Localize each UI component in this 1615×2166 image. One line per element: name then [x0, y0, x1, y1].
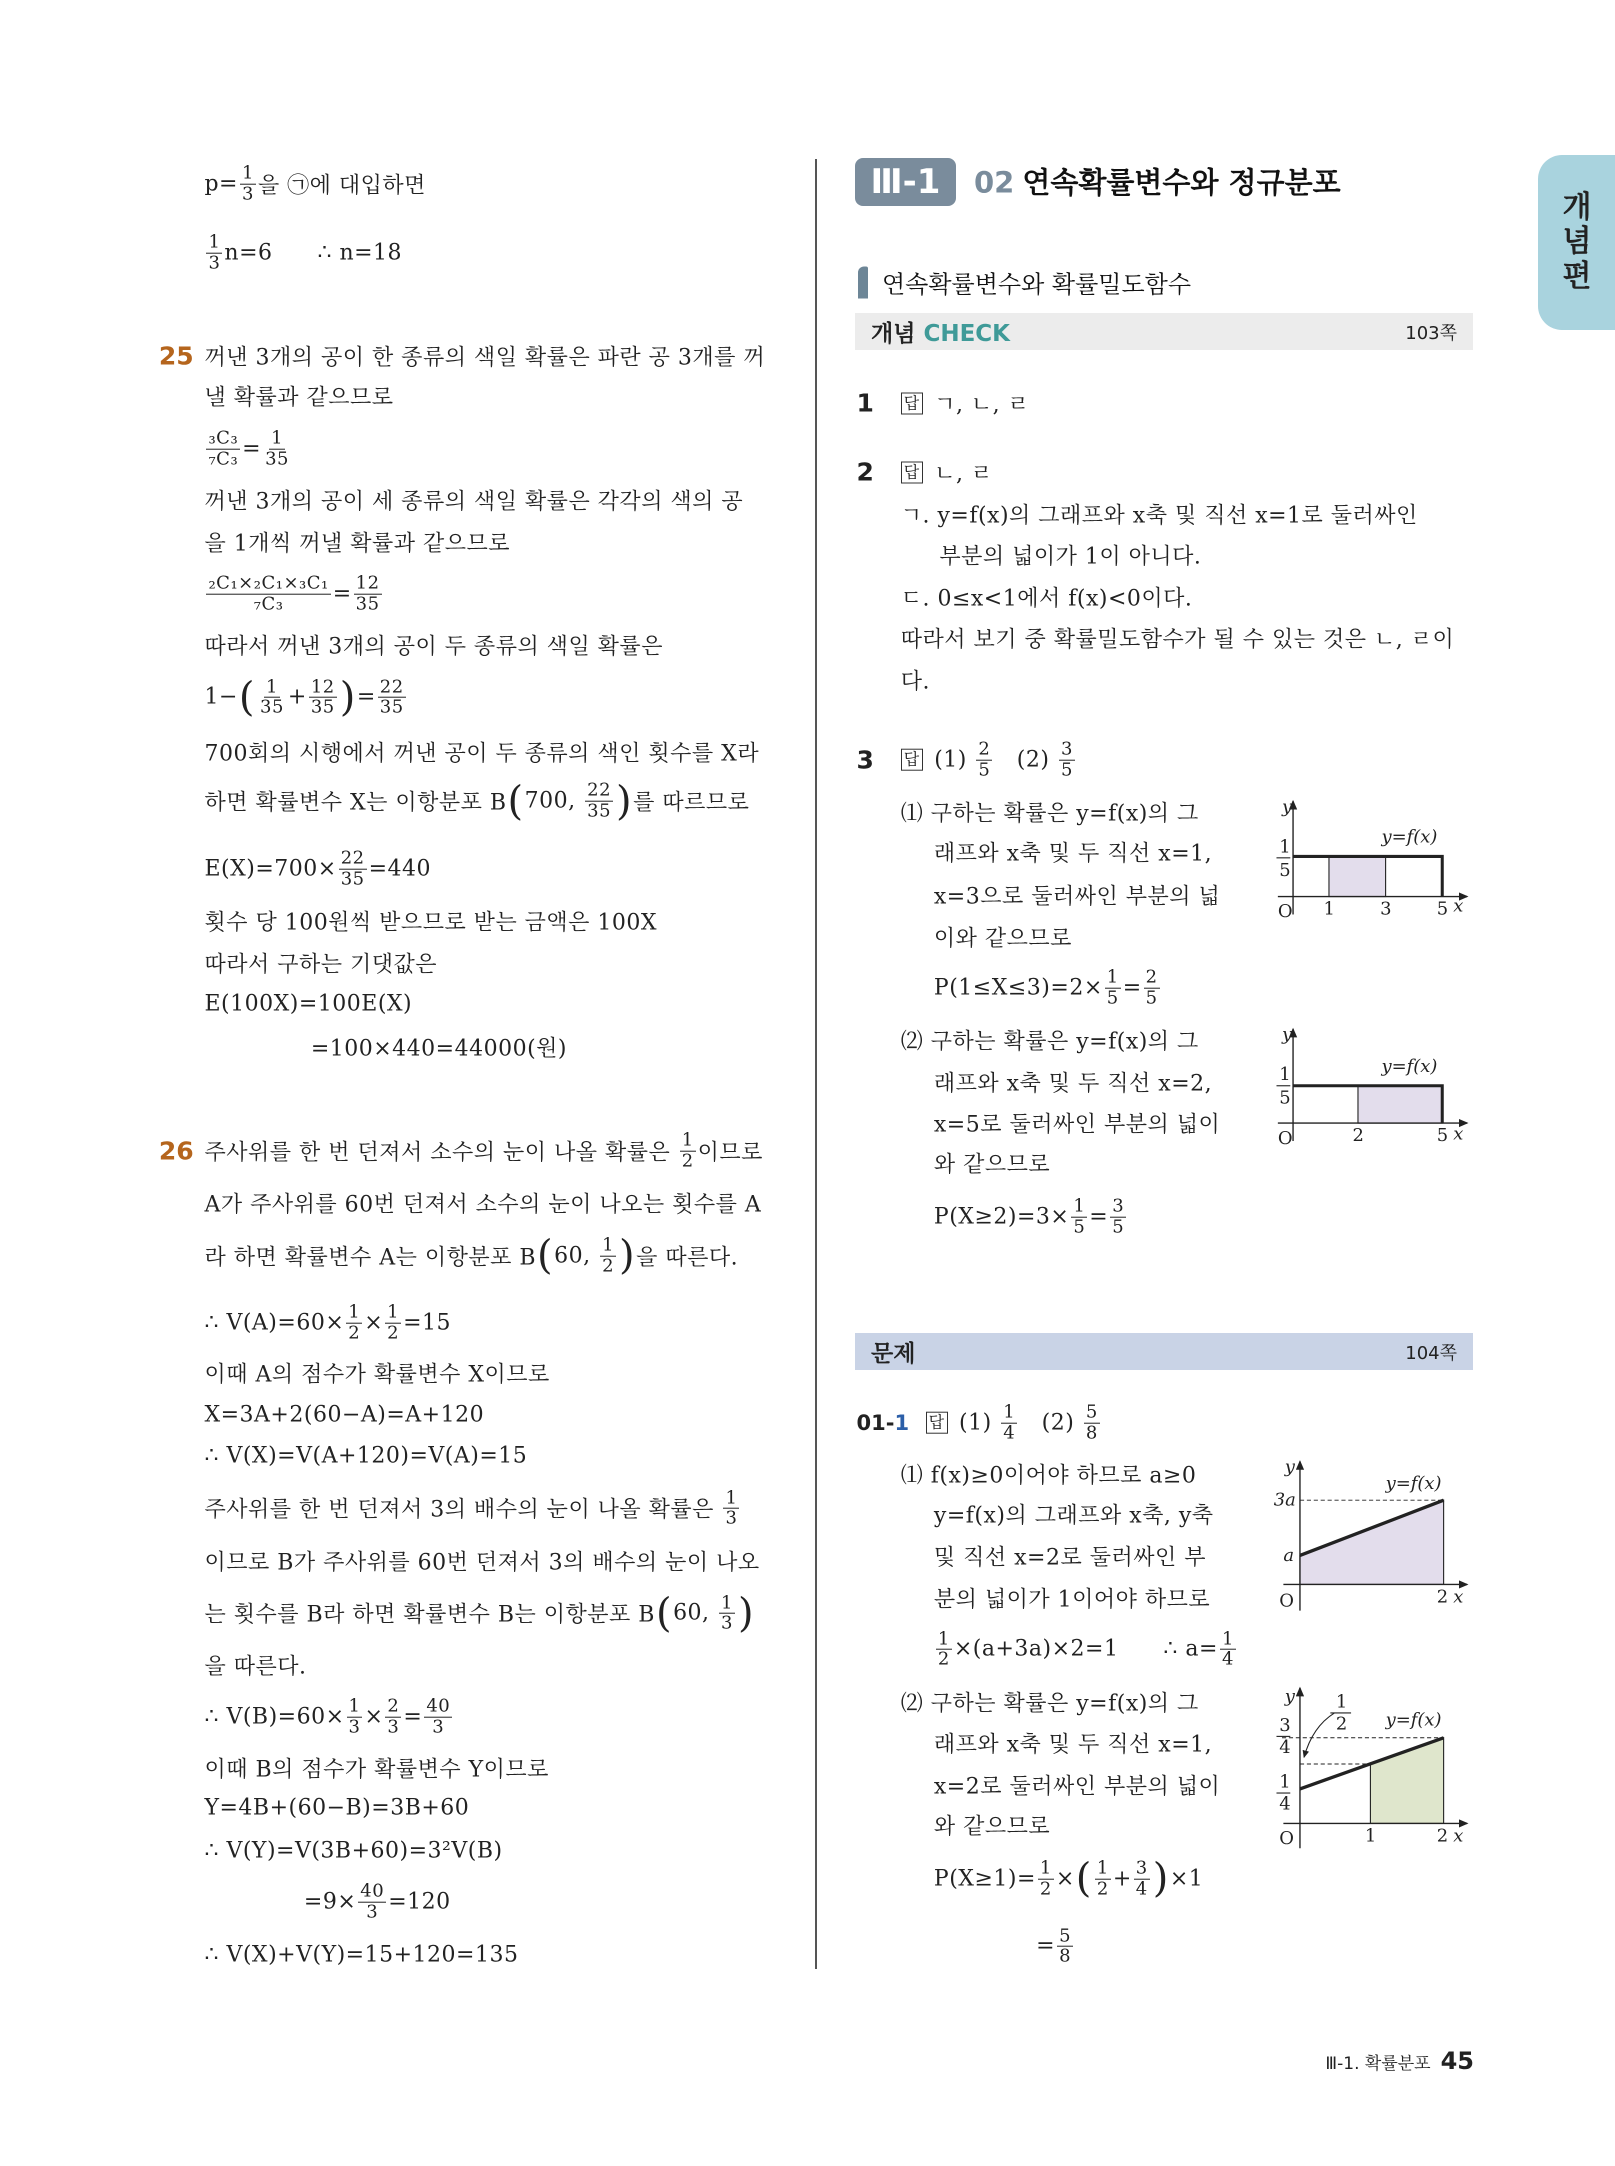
text-run: 꺼낸 3개의 공이 한 종류의 색일 확률은 파란 공 3개를 꺼: [204, 345, 766, 371]
denominator: 2: [1039, 1878, 1052, 1900]
graph-3-2: [1276, 1024, 1467, 1149]
denominator: 5: [1112, 1216, 1125, 1238]
text-run: ⑵ 구하는 확률은 y=f(x)의 그: [900, 1029, 1199, 1055]
text-run: 횟수 당 100원씩 받으므로 받는 금액은 100X: [204, 910, 658, 936]
problem-page-ref: 104쪽: [1405, 1342, 1457, 1364]
function-label: y=f(x): [1381, 826, 1438, 848]
numerator: 2: [1145, 966, 1158, 988]
y-tick-num: 1: [1279, 1064, 1291, 1086]
denominator: 5: [1106, 987, 1119, 1009]
text-run: 이때 A의 점수가 확률변수 X이므로: [204, 1362, 550, 1388]
function-label: y=f(x): [1385, 1709, 1442, 1731]
big-paren: ): [339, 674, 356, 721]
denominator: 4: [1135, 1878, 1148, 1900]
numerator: 12: [310, 676, 335, 698]
denominator: 2: [348, 1322, 361, 1344]
text-run: 을 1개씩 꺼낼 확률과 같으므로: [204, 531, 510, 557]
footer-label: Ⅲ-1. 확률분포: [1325, 2054, 1431, 2074]
big-paren: (: [537, 1232, 554, 1279]
text-run: ×: [364, 1310, 384, 1336]
chapter-badge: Ⅲ-1: [855, 158, 956, 206]
problem-number-prefix: 01-: [856, 1410, 895, 1435]
denominator: 2: [937, 1649, 950, 1670]
denominator: 4: [1003, 1422, 1016, 1444]
numerator: ₃C₃: [208, 427, 239, 449]
problem-number: 1: [856, 388, 874, 418]
text-run: 1−: [204, 685, 238, 711]
numerator: ₂C₁×₂C₁×₃C₁: [208, 572, 329, 594]
numerator: 5: [1085, 1401, 1098, 1423]
pointer-arrow: [1304, 1713, 1334, 1757]
numerator: 1: [208, 231, 221, 253]
y-label: y: [1282, 796, 1293, 818]
text-run: y=f(x)의 그래프와 x축, y축: [933, 1503, 1214, 1529]
text-run: 이므로: [697, 1140, 763, 1166]
text-run: ∴ V(X)=V(A+120)=V(A)=15: [204, 1443, 528, 1469]
big-paren: (: [655, 1590, 673, 1637]
x-tick: 5: [1436, 1125, 1449, 1147]
text-run: ×: [364, 1704, 384, 1730]
half-label-num: 1: [1335, 1691, 1348, 1713]
problem-number-suffix: 1: [894, 1410, 910, 1435]
text-run: n=6 ∴ n=18: [224, 240, 403, 266]
page-number: 45: [1440, 2047, 1474, 2075]
text-run: 래프와 x축 및 두 직선 x=2,: [933, 1071, 1213, 1097]
text-run: 주사위를 한 번 던져서 3의 배수의 눈이 나올 확률은: [204, 1498, 722, 1524]
function-label: y=f(x): [1381, 1055, 1438, 1077]
text-run: =: [1089, 1204, 1109, 1230]
graph-01-1-1: [1274, 1457, 1467, 1612]
numerator: 1: [1073, 1195, 1086, 1217]
text-run: Y=4B+(60−B)=3B+60: [204, 1795, 470, 1821]
denominator: 3: [366, 1901, 379, 1923]
answer-badge: 답: [926, 1412, 948, 1434]
shaded-region: [1329, 856, 1386, 896]
text-run: =: [332, 581, 352, 607]
denominator: 8: [1059, 1946, 1072, 1968]
numerator: 1: [937, 1628, 950, 1650]
text-run: P(1≤X≤3)=2×: [933, 975, 1103, 1001]
text-run: ×: [1055, 1866, 1075, 1892]
text-run: 와 같으므로: [933, 1814, 1051, 1840]
problem-label: 문제: [871, 1341, 916, 1367]
function-label: y=f(x): [1385, 1473, 1442, 1495]
denominator: 3: [348, 1716, 361, 1738]
answer-badge: 답: [901, 749, 923, 771]
text-run: 이와 같으므로: [933, 926, 1072, 952]
side-tab-char: 편: [1562, 258, 1592, 294]
text-run: (1): [926, 747, 975, 773]
numerator: 1: [271, 427, 284, 449]
big-paren: ): [619, 1232, 636, 1279]
text-run: ⑵ 구하는 확률은 y=f(x)의 그: [900, 1691, 1199, 1717]
text-run: 를 따르므로: [633, 790, 750, 816]
x-label: x: [1453, 1123, 1464, 1145]
numerator: 3: [1135, 1857, 1148, 1879]
problem-number: 2: [856, 457, 874, 487]
numerator: 3: [1112, 1195, 1125, 1217]
big-paren: (: [1075, 1855, 1092, 1902]
text-run: ⑴ f(x)≥0이어야 하므로 a≥0: [900, 1463, 1197, 1489]
text-run: ㄱ. y=f(x)의 그래프와 x축 및 직선 x=1로 둘러싸인: [900, 503, 1418, 529]
text-run: =15: [403, 1310, 452, 1336]
denominator: 3: [721, 1613, 733, 1635]
denominator: 4: [1221, 1649, 1234, 1670]
text-run: 이때 B의 점수가 확률변수 Y이므로: [204, 1757, 549, 1783]
denominator: 2: [602, 1255, 615, 1277]
text-run: =9×: [303, 1889, 357, 1915]
x-tick: 2: [1436, 1586, 1449, 1608]
text-run: 주사위를 한 번 던져서 소수의 눈이 나올 확률은: [204, 1140, 678, 1166]
numerator: 22: [340, 847, 365, 869]
numerator: 3: [1060, 738, 1073, 760]
x-label: x: [1453, 1586, 1464, 1608]
text-run: (2): [1019, 1410, 1082, 1436]
text-run: x=2로 둘러싸인 부분의 넓이: [933, 1774, 1221, 1800]
x-label: x: [1453, 895, 1464, 917]
denominator: 3: [208, 252, 221, 274]
numerator: 1: [1003, 1401, 1016, 1423]
denominator: 5: [1145, 987, 1158, 1009]
numerator: 1: [348, 1302, 361, 1324]
text-run: 및 직선 x=2로 둘러싸인 부: [933, 1545, 1206, 1571]
text-run: P(X≥1)=: [933, 1866, 1036, 1892]
denominator: 35: [340, 868, 365, 890]
numerator: 1: [681, 1129, 694, 1151]
big-paren: ): [616, 778, 633, 825]
text-run: 하면 확률변수 X는 이항분포 B: [204, 790, 507, 816]
denominator: ₇C₃: [253, 593, 284, 615]
big-paren: (: [238, 674, 255, 721]
chapter-title-text: 연속확률변수와 정규분포: [1022, 165, 1341, 200]
numerator: 1: [721, 1592, 733, 1614]
text-run: ∴ V(Y)=V(3B+60)=3²V(B): [204, 1838, 503, 1864]
text-run: ∴ V(X)+V(Y)=15+120=135: [204, 1942, 519, 1968]
numerator: 22: [587, 779, 612, 801]
numerator: 2: [387, 1695, 400, 1717]
text-run: 따라서 보기 중 확률밀도함수가 될 수 있는 것은 ㄴ, ㄹ이: [900, 627, 1455, 653]
denominator: 3: [241, 183, 254, 205]
text-run: A가 주사위를 60번 던져서 소수의 눈이 나오는 횟수를 A: [204, 1192, 762, 1218]
denominator: 2: [1096, 1878, 1109, 1900]
text-run: P(X≥2)=3×: [933, 1204, 1070, 1230]
text-run: (2): [994, 747, 1057, 773]
y-tick-num: 1: [1279, 836, 1291, 858]
denominator: 35: [310, 697, 335, 719]
y-tick: 3a: [1273, 1489, 1296, 1511]
text-run: 부분의 넓이가 1이 아니다.: [939, 544, 1202, 570]
text-run: 을 따른다.: [204, 1654, 307, 1680]
problem-number: 3: [856, 745, 874, 775]
text-run: =100×440=44000(원): [310, 1036, 568, 1062]
text-run: ∴ V(B)=60×: [204, 1704, 345, 1730]
text-run: ㄱ, ㄴ, ㄹ: [926, 392, 1030, 418]
denominator: 5: [978, 759, 991, 781]
text-run: 을 ㉠에 대입하면: [257, 173, 426, 199]
x-tick: 1: [1364, 1825, 1377, 1847]
text-run: 분의 넓이가 1이어야 하므로: [933, 1587, 1211, 1613]
numerator: 40: [360, 1881, 385, 1903]
text-run: 따라서 꺼낸 3개의 공이 두 종류의 색일 확률은: [204, 634, 663, 660]
numerator: 1: [1106, 966, 1119, 988]
denominator: 35: [379, 697, 404, 719]
text-run: p=: [204, 171, 238, 197]
numerator: 1: [348, 1695, 361, 1717]
text-run: x=3으로 둘러싸인 부분의 넓: [933, 884, 1221, 910]
y-tick-den: 5: [1279, 859, 1291, 881]
text-run: 을 따른다.: [636, 1245, 739, 1271]
denominator: 3: [725, 1508, 738, 1530]
text-run: =120: [388, 1889, 451, 1915]
denominator: 3: [387, 1716, 400, 1738]
text-run: =: [1122, 975, 1142, 1001]
text-run: ∴ V(A)=60×: [204, 1310, 345, 1336]
text-run: 래프와 x축 및 두 직선 x=1,: [933, 1732, 1213, 1758]
x-tick: 1: [1323, 898, 1335, 920]
text-run: 와 같으므로: [933, 1152, 1051, 1178]
text-run: 라 하면 확률변수 A는 이항분포 B: [204, 1245, 536, 1271]
text-run: 따라서 구하는 기댓값은: [204, 952, 437, 978]
check-label-ko: 개념: [871, 321, 916, 347]
origin-label: O: [1279, 1828, 1294, 1850]
section-number: 02: [974, 165, 1015, 200]
side-tab-char: 개: [1562, 189, 1592, 225]
text-run: 60,: [554, 1243, 599, 1269]
denominator: 8: [1085, 1422, 1098, 1444]
check-page-ref: 103쪽: [1405, 322, 1457, 344]
graph-01-1-2: [1276, 1686, 1467, 1849]
answer-badge: 답: [901, 392, 923, 414]
text-run: 는 횟수를 B라 하면 확률변수 B는 이항분포 B: [204, 1603, 655, 1629]
numerator: 22: [379, 676, 404, 698]
graph-3-1: [1276, 796, 1467, 922]
y-label: y: [1284, 1685, 1295, 1707]
origin-label: O: [1277, 1127, 1293, 1149]
problem-number: 26: [158, 1136, 194, 1166]
text-run: 700,: [524, 788, 584, 814]
shaded-region: [1358, 1086, 1442, 1123]
big-paren: ): [1152, 1855, 1169, 1902]
big-paren: (: [507, 778, 524, 825]
text-run: 60,: [673, 1601, 718, 1627]
x-tick: 5: [1436, 898, 1449, 920]
text-run: 낼 확률과 같으므로: [204, 385, 394, 411]
text-run: X=3A+2(60−A)=A+120: [204, 1402, 485, 1428]
text-run: 700회의 시행에서 꺼낸 공이 두 종류의 색인 횟수를 X라: [204, 741, 760, 767]
numerator: 1: [265, 676, 278, 698]
y-tick-num: 3: [1279, 1714, 1291, 1736]
text-run: x=5로 둘러싸인 부분의 넓이: [933, 1112, 1221, 1138]
origin-label: O: [1279, 1590, 1294, 1612]
text-run: E(100X)=100E(X): [204, 991, 413, 1017]
text-run: =: [1036, 1934, 1056, 1960]
numerator: 1: [1039, 1857, 1052, 1879]
y-label: y: [1282, 1024, 1293, 1046]
text-run: +: [1112, 1866, 1132, 1892]
denominator: 35: [355, 593, 380, 615]
text-run: ×(a+3a)×2=1 ∴ a=: [953, 1637, 1218, 1662]
x-tick: 2: [1352, 1125, 1364, 1147]
problem-number: 25: [158, 341, 194, 371]
y-tick-den: 5: [1279, 1087, 1291, 1109]
denominator: 2: [681, 1150, 694, 1172]
denominator: 2: [387, 1322, 400, 1344]
section-title: 연속확률변수와 확률밀도함수: [882, 270, 1192, 299]
x-tick: 2: [1436, 1825, 1449, 1847]
numerator: 1: [1221, 1628, 1234, 1650]
text-run: ㄴ, ㄹ: [926, 461, 993, 487]
numerator: 1: [241, 162, 254, 184]
big-paren: ): [738, 1590, 755, 1637]
text-run: ⑴ 구하는 확률은 y=f(x)의 그: [900, 801, 1199, 827]
numerator: 1: [602, 1234, 615, 1256]
text-run: 꺼낸 3개의 공이 세 종류의 색일 확률은 각각의 색의 공: [204, 489, 744, 515]
denominator: ₇C₃: [208, 448, 239, 470]
half-label-den: 2: [1335, 1713, 1348, 1735]
text-run: =440: [368, 856, 432, 882]
denominator: 5: [1060, 759, 1073, 781]
side-tab-char: 념: [1562, 224, 1592, 260]
denominator: 35: [587, 800, 612, 822]
text-run: E(X)=700×: [204, 856, 337, 882]
denominator: 35: [260, 697, 284, 719]
numerator: 1: [1096, 1857, 1109, 1879]
text-run: =: [403, 1704, 423, 1730]
text-run: 이므로 B가 주사위를 60번 던져서 3의 배수의 눈이 나오: [204, 1550, 760, 1576]
numerator: 5: [1059, 1925, 1072, 1947]
numerator: 1: [725, 1487, 738, 1509]
answer-badge: 답: [901, 461, 923, 483]
y-tick-den: 4: [1279, 1736, 1291, 1758]
text-run: 래프와 x축 및 두 직선 x=1,: [933, 841, 1213, 867]
y-tick: a: [1283, 1544, 1295, 1566]
numerator: 2: [978, 738, 991, 760]
text-run: +: [287, 685, 307, 711]
text-run: ㄷ. 0≤x<1에서 f(x)<0이다.: [900, 586, 1193, 612]
x-label: x: [1453, 1825, 1464, 1847]
check-label-en: CHECK: [923, 321, 1010, 347]
denominator: 5: [1073, 1216, 1086, 1238]
y-tick-num: 1: [1279, 1771, 1291, 1793]
denominator: 35: [265, 448, 290, 470]
denominator: 3: [432, 1716, 445, 1738]
shaded-region: [1300, 1500, 1444, 1584]
x-tick: 3: [1380, 898, 1392, 920]
y-tick-den: 4: [1279, 1793, 1291, 1815]
numerator: 1: [387, 1302, 400, 1324]
y-label: y: [1284, 1456, 1295, 1478]
origin-label: O: [1277, 901, 1293, 923]
numerator: 40: [426, 1695, 451, 1717]
text-run: (1): [951, 1410, 1000, 1436]
text-run: ×1: [1169, 1866, 1204, 1892]
numerator: 12: [355, 572, 380, 594]
text-run: =: [356, 685, 376, 711]
text-run: 다.: [900, 669, 930, 695]
text-run: =: [242, 436, 262, 462]
